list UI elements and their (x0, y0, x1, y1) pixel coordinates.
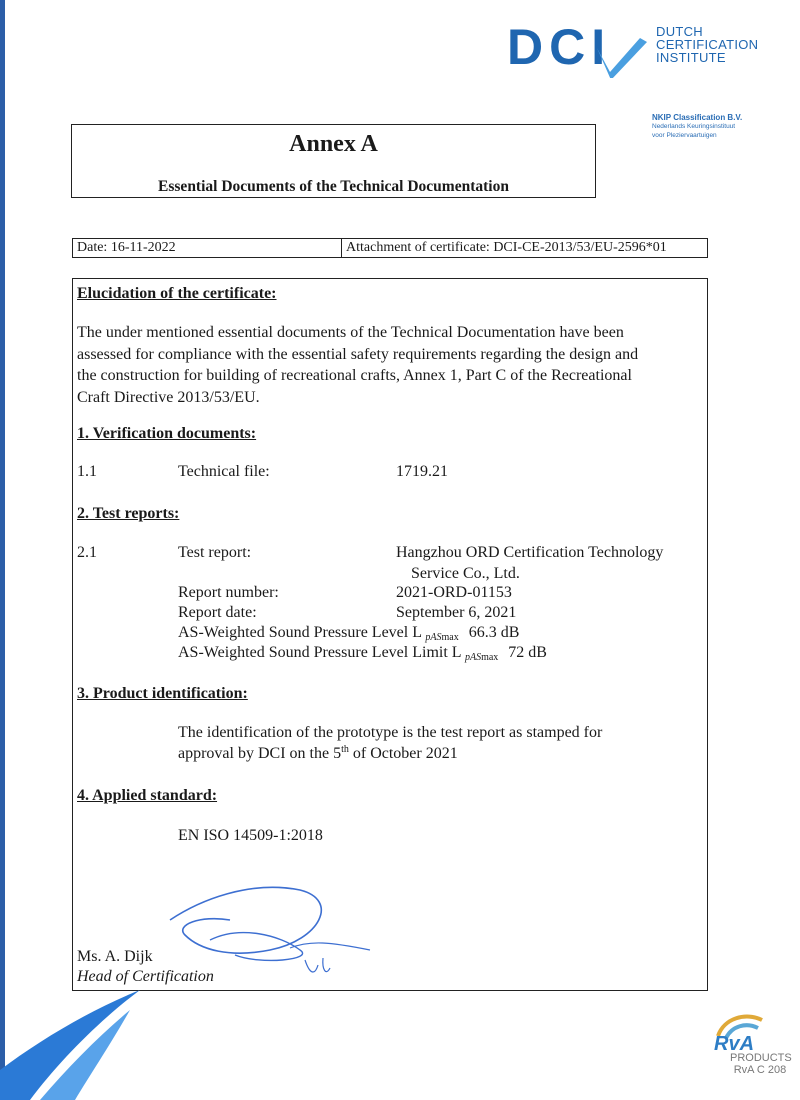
product-line-text: of October 2021 (348, 745, 458, 762)
nkip-line: voor Pleziervaartuigen (652, 132, 717, 139)
logo-name-line: CERTIFICATION (656, 37, 759, 52)
logo-name-line: INSTITUTE (656, 50, 726, 65)
test-report-number: 2.1 (77, 544, 97, 561)
sound-limit-subscript: pAS (464, 652, 482, 663)
annex-title: Annex A (289, 131, 378, 157)
report-date-label: Report date: (178, 604, 257, 621)
logo-name-line: DUTCH (656, 24, 703, 39)
header-divider (341, 239, 342, 257)
technical-file-label: Technical file: (178, 463, 270, 480)
date-field: Date: 16-11-2022 (77, 240, 176, 255)
product-line-text: approval by DCI on the 5 (178, 745, 342, 762)
sound-limit-row (178, 643, 547, 665)
product-identification-heading: 3. Product identification: (77, 685, 248, 702)
elucidation-line: Craft Directive 2013/53/EU. (77, 388, 260, 406)
logo-letters: DCI (507, 19, 612, 75)
applied-standard-value: EN ISO 14509-1:2018 (178, 827, 323, 844)
report-number-label: Report number: (178, 584, 279, 601)
annex-subtitle: Essential Documents of the Technical Documentation (158, 178, 509, 195)
left-border-stripe (0, 0, 5, 1100)
sound-level-subscript: pAS (425, 632, 442, 643)
test-report-label: Test report: (178, 544, 252, 561)
sound-level-value: 66.3 dB (468, 624, 520, 641)
svg-text:RvA: RvA (714, 1033, 755, 1055)
nkip-line: Nederlands Keuringsinstituut (652, 123, 736, 130)
elucidation-line: The under mentioned essential documents of the Technical Documentation have been (77, 324, 624, 341)
sound-level-max: max (441, 632, 459, 643)
product-identification-line (178, 744, 458, 766)
verification-heading: 1. Verification documents: (77, 425, 257, 442)
sound-limit-value: 72 dB (508, 644, 547, 661)
elucidation-paragraph (77, 322, 707, 408)
nkip-line: NKIP Classification B.V. (652, 113, 743, 122)
rva-caption (730, 1052, 790, 1076)
elucidation-heading: Elucidation of the certificate: (77, 285, 277, 302)
rva-line: PRODUCTS (730, 1052, 792, 1064)
product-line-superscript: th (341, 744, 349, 755)
nkip-block (652, 113, 742, 140)
test-report-value-cont: Service Co., Ltd. (411, 565, 520, 582)
rva-line: RvA C 208 (733, 1064, 787, 1076)
corner-swoosh-graphic (0, 990, 140, 1100)
signatory-name: Ms. A. Dijk (77, 948, 153, 965)
applied-standard-heading: 4. Applied standard: (77, 787, 218, 804)
test-reports-heading: 2. Test reports: (77, 505, 180, 522)
title-box (71, 124, 596, 198)
product-identification-line: The identification of the prototype is the test report as stamped for (178, 724, 603, 741)
report-number-value: 2021-ORD-01153 (396, 584, 512, 601)
header-row (72, 238, 708, 258)
elucidation-line: the construction for building of recreational crafts, Annex 1, Part C of the Recreational (77, 367, 632, 384)
verification-number: 1.1 (77, 463, 97, 480)
logo-name (656, 25, 758, 64)
elucidation-line: assessed for compliance with the essential safety requirements regarding the design and (77, 345, 639, 363)
report-date-value: September 6, 2021 (396, 604, 517, 621)
signatory-role: Head of Certification (77, 968, 214, 985)
sound-level-label: AS-Weighted Sound Pressure Level L (178, 624, 422, 641)
handwritten-signature (140, 880, 390, 980)
test-report-value: Hangzhou ORD Certification Technology (396, 544, 664, 561)
rva-accreditation-mark (706, 1008, 786, 1092)
attachment-field: Attachment of certificate: DCI-CE-2013/53/EU-2596*01 (346, 240, 667, 255)
technical-file-value: 1719.21 (396, 463, 448, 480)
sound-limit-label: AS-Weighted Sound Pressure Level Limit L (178, 644, 461, 661)
sound-level-row (178, 623, 519, 645)
sound-limit-max: max (481, 652, 499, 663)
